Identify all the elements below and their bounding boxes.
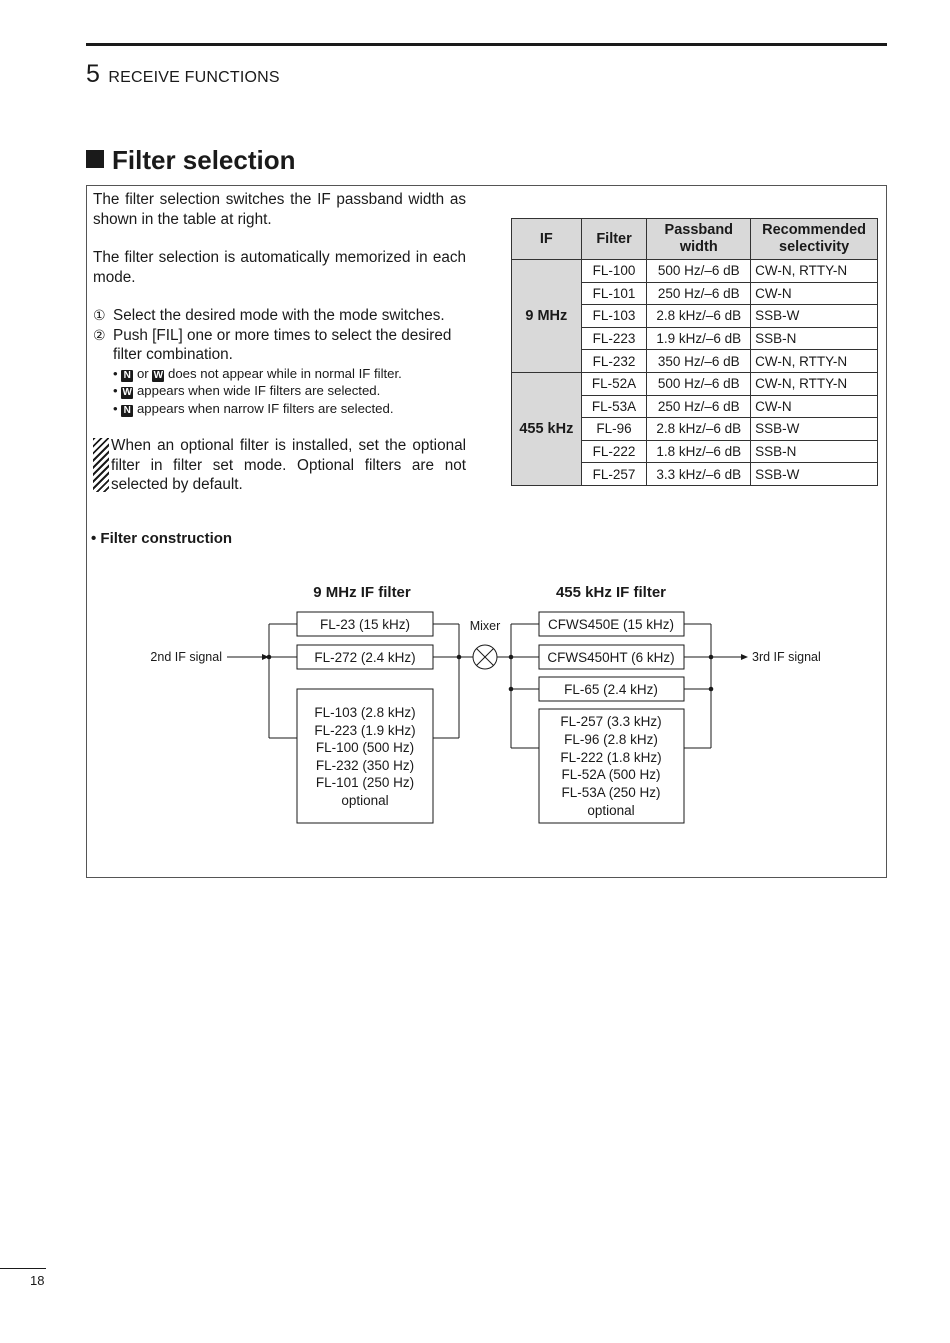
cell-filter: FL-101: [581, 282, 647, 305]
col-header-recommended: Recommended selectivity: [751, 219, 878, 260]
chapter-title: RECEIVE FUNCTIONS: [108, 69, 280, 86]
input-signal-label: 2nd IF signal: [150, 650, 222, 664]
col-header-if: IF: [512, 219, 582, 260]
cell-selectivity: SSB-W: [751, 463, 878, 486]
cell-passband: 250 Hz/–6 dB: [647, 282, 751, 305]
filter-box-label: FL-23 (15 kHz): [319, 617, 411, 632]
optional-filter-label: FL-96 (2.8 kHz): [564, 732, 658, 747]
col-header-filter: Filter: [581, 219, 647, 260]
cell-filter: FL-222: [581, 440, 647, 463]
cell-selectivity: CW-N: [751, 282, 878, 305]
cell-passband: 1.9 kHz/–6 dB: [647, 327, 751, 350]
optional-filter-label: FL-103 (2.8 kHz): [314, 705, 416, 720]
optional-filter-label: FL-52A (500 Hz): [561, 767, 661, 782]
cell-filter: FL-53A: [581, 395, 647, 418]
step-2-number: ②: [93, 326, 106, 343]
footer-rule: [0, 1268, 46, 1269]
narrow-indicator-icon: N: [121, 370, 133, 382]
filter-box-label: FL-65 (2.4 kHz): [564, 682, 658, 697]
cell-passband: 2.8 kHz/–6 dB: [647, 305, 751, 328]
optional-filter-label: optional: [341, 793, 389, 808]
cell-selectivity: CW-N, RTTY-N: [751, 372, 878, 395]
optional-filter-label: FL-232 (350 Hz): [315, 758, 415, 773]
filter-box-label: CFWS450HT (6 kHz): [547, 650, 675, 665]
optional-filter-label: FL-100 (500 Hz): [315, 740, 415, 755]
step-1-text: Select the desired mode with the mode switches.: [113, 307, 445, 324]
mixer-label: Mixer: [469, 619, 501, 633]
wide-indicator-icon: W: [153, 369, 164, 381]
cell-selectivity: CW-N, RTTY-N: [751, 350, 878, 373]
cell-passband: 350 Hz/–6 dB: [647, 350, 751, 373]
cell-filter: FL-232: [581, 350, 647, 373]
left-diagram-title: 9 MHz IF filter: [313, 584, 411, 601]
step-1-number: ①: [93, 307, 106, 323]
cell-selectivity: SSB-W: [751, 305, 878, 328]
optional-filter-label: FL-257 (3.3 kHz): [560, 714, 662, 729]
cell-selectivity: CW-N: [751, 395, 878, 418]
optional-filter-label: FL-222 (1.8 kHz): [560, 750, 662, 765]
output-arrow-icon: [741, 654, 748, 660]
output-signal-label: 3rd IF signal: [752, 650, 821, 664]
cell-passband: 250 Hz/–6 dB: [647, 395, 751, 418]
optional-filter-label: FL-101 (250 Hz): [315, 775, 415, 790]
cell-passband: 500 Hz/–6 dB: [647, 372, 751, 395]
chapter-number: 5: [86, 60, 100, 88]
cell-filter: FL-52A: [581, 372, 647, 395]
cell-filter: FL-223: [581, 327, 647, 350]
narrow-indicator-icon: N: [121, 405, 133, 417]
cell-selectivity: CW-N, RTTY-N: [751, 260, 878, 283]
cell-selectivity: SSB-N: [751, 440, 878, 463]
cell-filter: FL-257: [581, 463, 647, 486]
intro-paragraph-2: The filter selection is automatically memorized in each mode.: [93, 249, 466, 286]
cell-passband: 1.8 kHz/–6 dB: [647, 440, 751, 463]
cell-passband: 500 Hz/–6 dB: [647, 260, 751, 283]
cell-selectivity: SSB-N: [751, 327, 878, 350]
intro-paragraph-1: The filter selection switches the IF passband width as shown in the table at right.: [93, 191, 466, 228]
if-group-455khz: 455 kHz: [512, 372, 582, 485]
cell-filter: FL-100: [581, 260, 647, 283]
page-number: 18: [30, 1273, 45, 1288]
optional-filter-label: optional: [587, 803, 635, 818]
right-diagram-title: 455 kHz IF filter: [555, 584, 667, 601]
junction-dot: [709, 687, 714, 692]
wide-indicator-icon: W: [122, 387, 132, 398]
cell-selectivity: SSB-W: [751, 418, 878, 441]
filter-box-label: CFWS450E (15 kHz): [547, 617, 675, 632]
cell-filter: FL-96: [581, 418, 647, 441]
note-text: When an optional filter is installed, set the optional filter in filter set mode. Optional filters are not selected by default.: [111, 437, 466, 493]
filter-box-label: FL-272 (2.4 kHz): [314, 650, 416, 665]
section-title-text: Filter selection: [112, 145, 296, 175]
step-2-text: Push [FIL] one or more times to select the desired filter combination.: [113, 326, 452, 363]
cell-filter: FL-103: [581, 305, 647, 328]
filter-construction-heading: • Filter construction: [91, 530, 233, 547]
cell-passband: 3.3 kHz/–6 dB: [647, 463, 751, 486]
bullet-item: • N or W does not appear while in normal IF filter.: [113, 365, 402, 381]
if-group-9mhz: 9 MHz: [512, 260, 582, 373]
bullet-item: • W appears when wide IF filters are selected.: [113, 383, 381, 398]
optional-filter-label: FL-223 (1.9 kHz): [314, 723, 416, 738]
cell-passband: 2.8 kHz/–6 dB: [647, 418, 751, 441]
bullet-item: • N appears when narrow IF filters are selected.: [113, 400, 394, 416]
optional-filter-label: FL-53A (250 Hz): [561, 785, 661, 800]
col-header-passband: Passband width: [647, 219, 751, 260]
